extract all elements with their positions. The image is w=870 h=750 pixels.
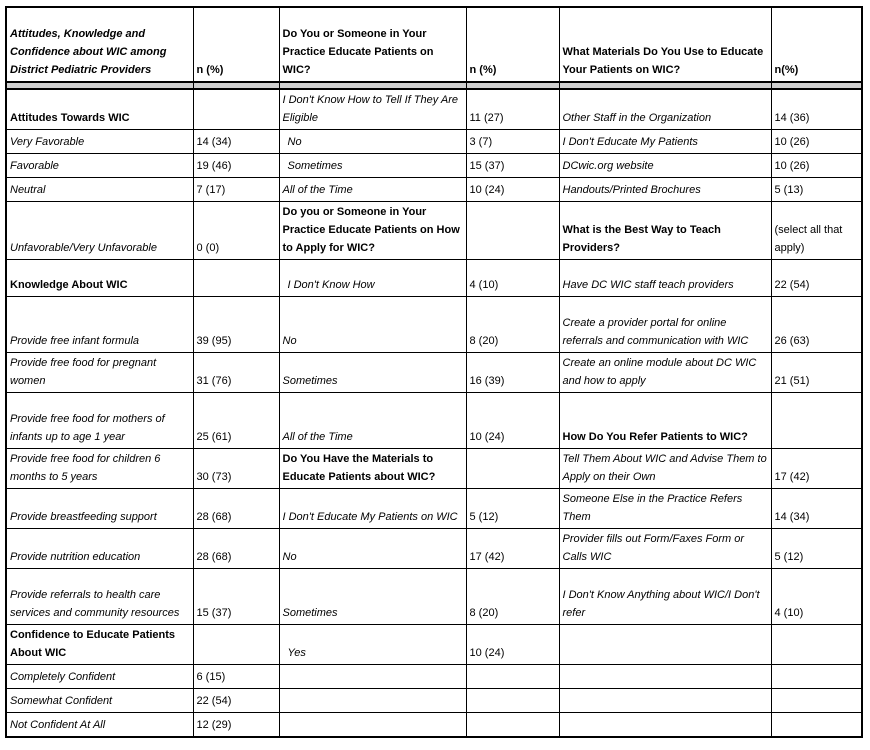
count-cell: 8 (20) <box>466 569 559 625</box>
empty-cell <box>279 665 466 689</box>
table-row <box>6 449 862 489</box>
section-heading: Do You Have the Materials to Educate Patients about WIC? <box>279 449 466 489</box>
count-cell <box>771 393 862 449</box>
table-row <box>6 625 862 665</box>
table-header-row <box>6 7 862 82</box>
count-cell: 12 (29) <box>193 713 279 737</box>
response-label: Not Confident At All <box>6 713 193 737</box>
count-cell <box>193 260 279 297</box>
section-heading: How Do You Refer Patients to WIC? <box>559 393 771 449</box>
header-col2: Do You or Someone in Your Practice Educate Patients on WIC? <box>279 7 466 82</box>
separator-row <box>6 82 862 89</box>
response-label: All of the Time <box>279 178 466 202</box>
count-cell: 0 (0) <box>193 202 279 260</box>
response-label: Someone Else in the Practice Refers Them <box>559 489 771 529</box>
section-heading: Confidence to Educate Patients About WIC <box>6 625 193 665</box>
empty-cell <box>279 689 466 713</box>
response-label: Create a provider portal for online referrals and communication with WIC <box>559 297 771 353</box>
empty-cell <box>279 713 466 737</box>
response-label: Somewhat Confident <box>6 689 193 713</box>
count-cell <box>193 89 279 130</box>
response-label: Other Staff in the Organization <box>559 89 771 130</box>
count-cell: 6 (15) <box>193 665 279 689</box>
table-row <box>6 154 862 178</box>
response-label: Provide free food for pregnant women <box>6 353 193 393</box>
response-label: Provide free infant formula <box>6 297 193 353</box>
empty-cell <box>466 665 559 689</box>
count-cell: 14 (36) <box>771 89 862 130</box>
count-cell: 11 (27) <box>466 89 559 130</box>
count-cell: 10 (24) <box>466 625 559 665</box>
count-cell: 10 (26) <box>771 154 862 178</box>
empty-cell <box>559 665 771 689</box>
select-note: (select all that apply) <box>771 202 862 260</box>
response-label: Very Favorable <box>6 130 193 154</box>
response-label: I Don't Know How to Tell If They Are Eligible <box>279 89 466 130</box>
response-label: Provide free food for mothers of infants up to age 1 year <box>6 393 193 449</box>
response-label: All of the Time <box>279 393 466 449</box>
count-cell: 15 (37) <box>193 569 279 625</box>
count-cell: 5 (12) <box>466 489 559 529</box>
count-cell: 22 (54) <box>193 689 279 713</box>
count-cell: 4 (10) <box>771 569 862 625</box>
response-label: Provide referrals to health care services and community resources <box>6 569 193 625</box>
count-cell: 14 (34) <box>193 130 279 154</box>
count-cell: 5 (12) <box>771 529 862 569</box>
count-cell: 25 (61) <box>193 393 279 449</box>
response-label: Tell Them About WIC and Advise Them to Apply on their Own <box>559 449 771 489</box>
response-label: Unfavorable/Very Unfavorable <box>6 202 193 260</box>
response-label: No <box>279 297 466 353</box>
response-label: Provide free food for children 6 months to 5 years <box>6 449 193 489</box>
count-cell: 28 (68) <box>193 529 279 569</box>
table-row <box>6 529 862 569</box>
table-row <box>6 260 862 297</box>
section-heading: Do you or Someone in Your Practice Educate Patients on How to Apply for WIC? <box>279 202 466 260</box>
response-label: Have DC WIC staff teach providers <box>559 260 771 297</box>
table-row <box>6 689 862 713</box>
response-label: No <box>279 529 466 569</box>
response-label: Provide nutrition education <box>6 529 193 569</box>
header-n2: n (%) <box>466 7 559 82</box>
response-label: No <box>279 130 466 154</box>
table-row <box>6 569 862 625</box>
count-cell: 4 (10) <box>466 260 559 297</box>
table-row <box>6 713 862 737</box>
response-label: Yes <box>279 625 466 665</box>
count-cell: 10 (26) <box>771 130 862 154</box>
section-heading: Knowledge About WIC <box>6 260 193 297</box>
response-label: Handouts/Printed Brochures <box>559 178 771 202</box>
count-cell <box>193 625 279 665</box>
count-cell: 15 (37) <box>466 154 559 178</box>
response-label: I Don't Educate My Patients on WIC <box>279 489 466 529</box>
count-cell: 19 (46) <box>193 154 279 178</box>
response-label: Sometimes <box>279 569 466 625</box>
table-row <box>6 665 862 689</box>
count-cell: 22 (54) <box>771 260 862 297</box>
count-cell: 31 (76) <box>193 353 279 393</box>
empty-cell <box>559 713 771 737</box>
table-row <box>6 89 862 130</box>
table-row <box>6 130 862 154</box>
table-row <box>6 393 862 449</box>
response-label: Provider fills out Form/Faxes Form or Calls WIC <box>559 529 771 569</box>
count-cell: 8 (20) <box>466 297 559 353</box>
response-label: Favorable <box>6 154 193 178</box>
empty-cell <box>559 689 771 713</box>
header-col3: What Materials Do You Use to Educate Your Patients on WIC? <box>559 7 771 82</box>
count-cell <box>466 449 559 489</box>
response-label: I Don't Know Anything about WIC/I Don't refer <box>559 569 771 625</box>
response-label: Completely Confident <box>6 665 193 689</box>
header-n1: n (%) <box>193 7 279 82</box>
response-label: Neutral <box>6 178 193 202</box>
count-cell: 17 (42) <box>771 449 862 489</box>
response-label: Sometimes <box>279 154 466 178</box>
count-cell: 10 (24) <box>466 178 559 202</box>
count-cell: 16 (39) <box>466 353 559 393</box>
count-cell: 5 (13) <box>771 178 862 202</box>
count-cell: 14 (34) <box>771 489 862 529</box>
empty-cell <box>466 713 559 737</box>
empty-cell <box>466 689 559 713</box>
survey-table <box>5 6 863 738</box>
header-n3: n(%) <box>771 7 862 82</box>
count-cell: 26 (63) <box>771 297 862 353</box>
response-label: Sometimes <box>279 353 466 393</box>
section-heading: Attitudes Towards WIC <box>6 89 193 130</box>
count-cell: 28 (68) <box>193 489 279 529</box>
response-label: Provide breastfeeding support <box>6 489 193 529</box>
count-cell: 10 (24) <box>466 393 559 449</box>
count-cell: 17 (42) <box>466 529 559 569</box>
empty-cell <box>771 625 862 665</box>
count-cell: 39 (95) <box>193 297 279 353</box>
response-label: Create an online module about DC WIC and how to apply <box>559 353 771 393</box>
section-heading: What is the Best Way to Teach Providers? <box>559 202 771 260</box>
empty-cell <box>771 665 862 689</box>
empty-cell <box>771 713 862 737</box>
response-label: DCwic.org website <box>559 154 771 178</box>
empty-cell <box>559 625 771 665</box>
empty-cell <box>771 689 862 713</box>
count-cell: 3 (7) <box>466 130 559 154</box>
table-row <box>6 297 862 353</box>
count-cell: 21 (51) <box>771 353 862 393</box>
table-row <box>6 489 862 529</box>
count-cell: 30 (73) <box>193 449 279 489</box>
response-label: I Don't Know How <box>279 260 466 297</box>
table-row <box>6 178 862 202</box>
header-col1: Attitudes, Knowledge and Confidence about WIC among District Pediatric Providers <box>6 7 193 82</box>
table-row <box>6 353 862 393</box>
count-cell: 7 (17) <box>193 178 279 202</box>
response-label: I Don't Educate My Patients <box>559 130 771 154</box>
table-row <box>6 202 862 260</box>
count-cell <box>466 202 559 260</box>
